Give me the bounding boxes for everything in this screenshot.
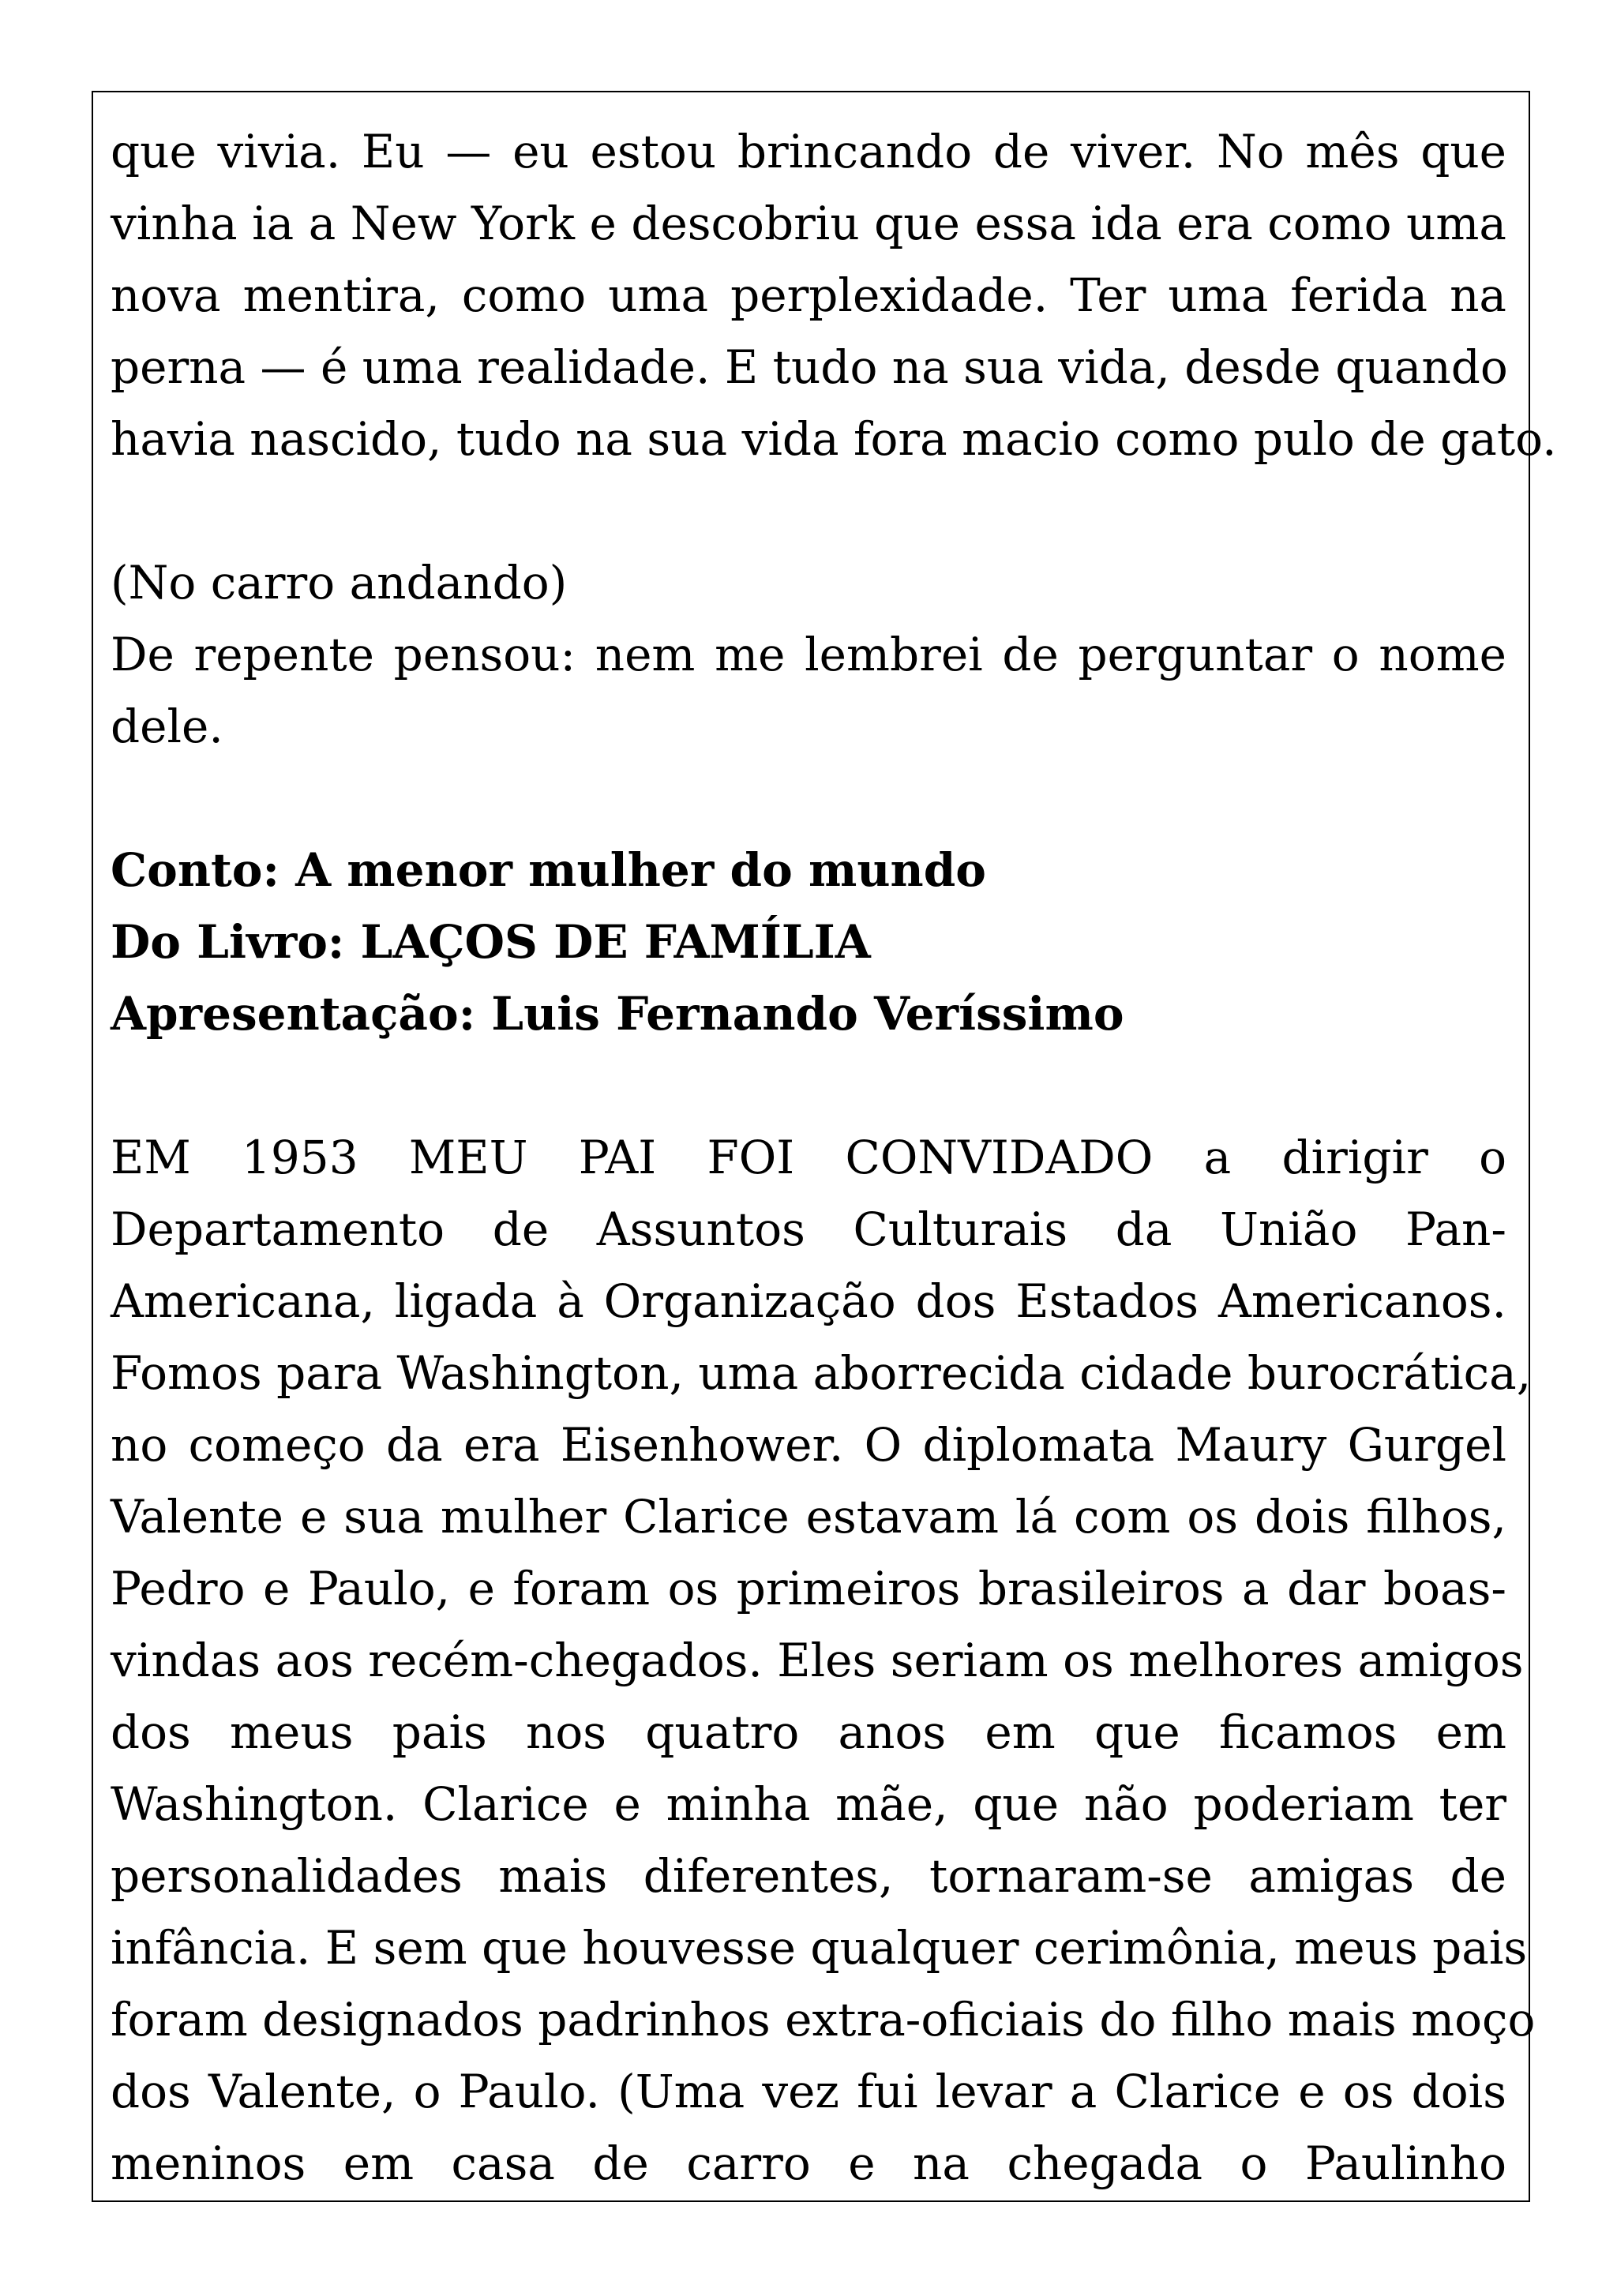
presentation-author: Apresentação: Luis Fernando Veríssimo: [111, 987, 1124, 1041]
book-title: Do Livro: LAÇOS DE FAMÍLIA: [111, 915, 871, 969]
story-title: Conto: A menor mulher do mundo: [111, 843, 986, 897]
text-line: Washington. Clarice e minha mãe, que não poderiam ter: [111, 1777, 1506, 1831]
paragraph-opening: [111, 116, 1557, 475]
text-line: EM 1953 MEU PAI FOI CONVIDADO a dirigir o: [111, 1131, 1506, 1184]
text-line: vinha ia a New York e descobriu que essa ida era como uma: [111, 197, 1506, 250]
paragraph-presentation: [111, 1122, 1536, 2200]
text-line: personalidades mais diferentes, tornaram-se amigas de: [111, 1849, 1506, 1903]
text-line: nova mentira, como uma perplexidade. Ter uma ferida na: [111, 268, 1506, 322]
text-line: perna — é uma realidade. E tudo na sua vida, desde quando: [111, 340, 1508, 394]
text-line: dele.: [111, 700, 223, 753]
text-line: dos meus pais nos quatro anos em que ficamos em: [111, 1705, 1506, 1759]
text-line: meninos em casa de carro e na chegada o Paulinho: [111, 2137, 1506, 2190]
text-line: infância. E sem que houvesse qualquer cerimônia, meus pais: [111, 1921, 1528, 1975]
text-line: (No carro andando): [111, 556, 568, 610]
text-line: Departamento de Assuntos Culturais da União Pan-: [111, 1202, 1506, 1256]
text-line: vindas aos recém-chegados. Eles seriam os melhores amigos: [111, 1634, 1524, 1687]
text-line: dos Valente, o Paulo. (Uma vez fui levar a Clarice e os dois: [111, 2065, 1506, 2118]
text-line: Valente e sua mulher Clarice estavam lá com os dois filhos,: [111, 1490, 1506, 1544]
text-line: foram designados padrinhos extra-oficiais do filho mais moço: [111, 1993, 1536, 2047]
text-line: Fomos para Washington, uma aborrecida cidade burocrática,: [111, 1346, 1532, 1400]
paragraph-car: [111, 547, 1506, 763]
text-line: De repente pensou: nem me lembrei de perguntar o nome: [111, 628, 1506, 681]
text-line: Pedro e Paulo, e foram os primeiros brasileiros a dar boas-: [111, 1562, 1506, 1615]
text-line: que vivia. Eu — eu estou brincando de viver. No mês que: [111, 125, 1506, 178]
text-line: havia nascido, tudo na sua vida fora macio como pulo de gato.: [111, 412, 1557, 466]
story-heading: [111, 835, 1506, 1050]
text-line: Americana, ligada à Organização dos Estados Americanos.: [111, 1274, 1506, 1328]
text-line: no começo da era Eisenhower. O diplomata Maury Gurgel: [111, 1418, 1506, 1472]
